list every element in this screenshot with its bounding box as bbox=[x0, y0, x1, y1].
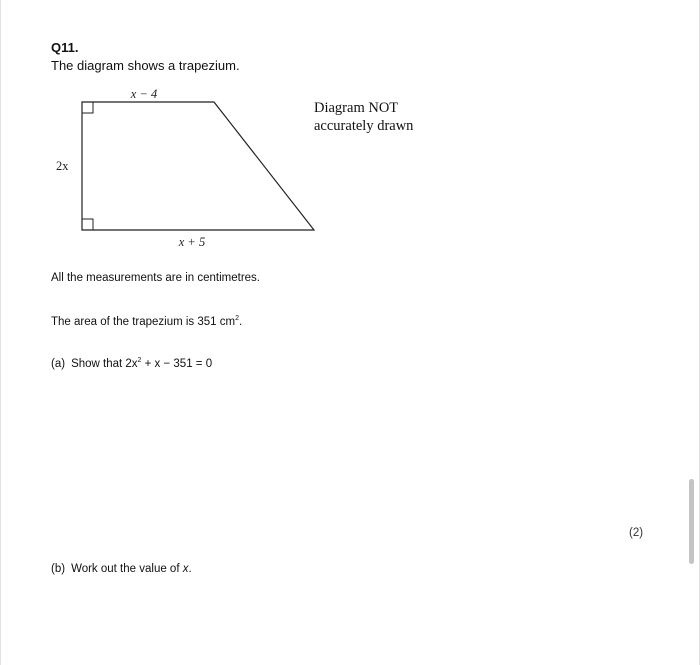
part-a-exponent: 2 bbox=[137, 357, 142, 364]
label-bottom: x + 5 bbox=[178, 235, 206, 249]
question-intro: The diagram shows a trapezium. bbox=[51, 58, 240, 73]
part-a-text-prefix: Show that 2x bbox=[71, 358, 138, 370]
area-suffix: . bbox=[239, 316, 243, 328]
part-a-label: (a) bbox=[51, 358, 66, 370]
part-b-text-prefix: Work out the value of bbox=[71, 563, 183, 575]
part-b-label: (b) bbox=[51, 563, 66, 575]
trapezium-shape bbox=[82, 102, 314, 230]
area-prefix: The area of the trapezium is 351 cm bbox=[51, 316, 236, 328]
label-left: 2x bbox=[56, 159, 69, 173]
part-a bbox=[51, 358, 212, 370]
part-b-text-suffix: . bbox=[188, 563, 192, 575]
area-text bbox=[51, 316, 242, 328]
trapezium-diagram bbox=[50, 84, 320, 254]
measurements-text: All the measurements are in centimetres. bbox=[51, 272, 261, 284]
part-b-variable: x bbox=[182, 563, 189, 575]
scrollbar-thumb[interactable] bbox=[689, 479, 694, 564]
diagram-note bbox=[314, 99, 413, 135]
part-a-marks: (2) bbox=[629, 527, 644, 539]
part-b bbox=[51, 563, 192, 575]
note-line-2: accurately drawn bbox=[314, 118, 414, 134]
label-top: x − 4 bbox=[130, 87, 158, 101]
right-angle-marker-bottom bbox=[82, 219, 93, 230]
area-exponent: 2 bbox=[235, 315, 239, 322]
right-angle-marker-top bbox=[82, 102, 93, 113]
part-a-text-suffix: + x − 351 = 0 bbox=[141, 358, 213, 370]
note-line-1: Diagram NOT bbox=[314, 100, 399, 116]
question-number: Q11. bbox=[51, 40, 79, 55]
